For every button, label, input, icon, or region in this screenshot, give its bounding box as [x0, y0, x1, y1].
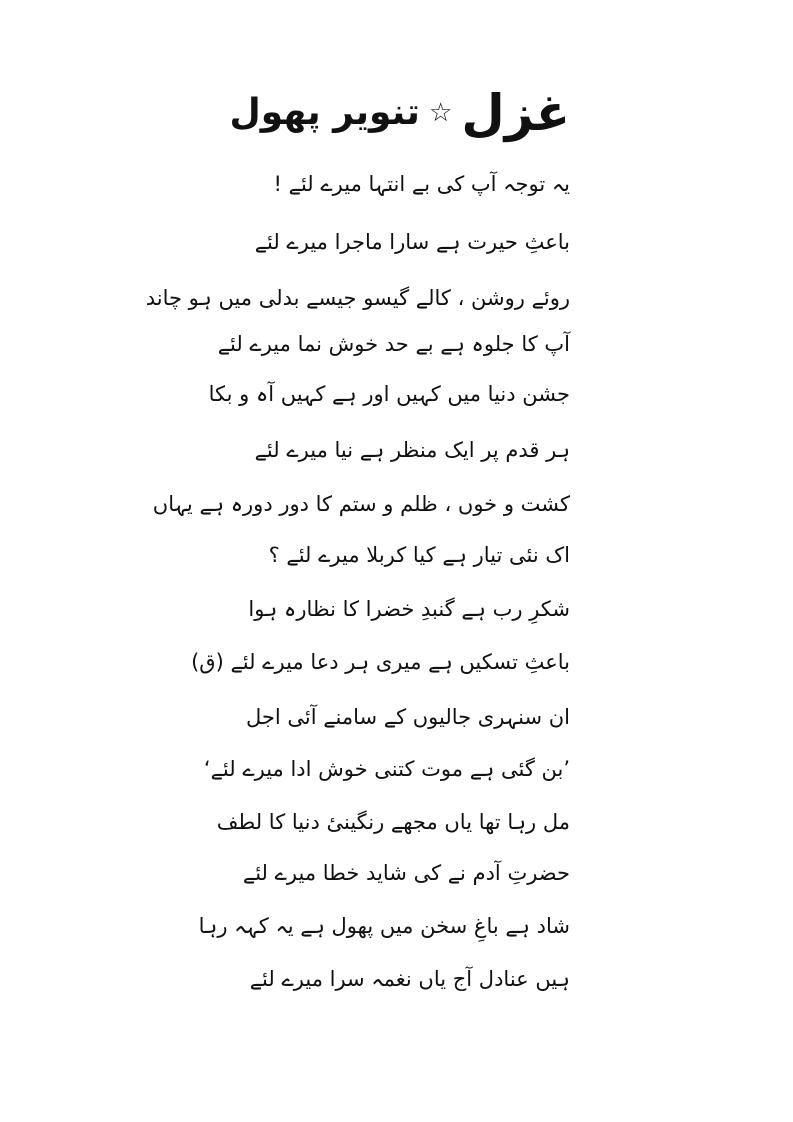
verse-line: شکرِ رب ہے گنبدِ خضرا کا نظارہ ہوا — [248, 597, 570, 621]
verse-line: ہیں عنادل آج یاں نغمہ سرا میرے لئے — [249, 967, 570, 991]
star-icon: ☆ — [428, 98, 453, 128]
ghazal-title — [229, 78, 570, 148]
verse-line: اک نئی تیار ہے کیا کربلا میرے لئے ؟ — [268, 543, 570, 567]
verse-line: مل رہا تھا یاں مجھے رنگینیٔ دنیا کا لطف — [216, 810, 570, 834]
verse-line: ہر قدم پر ایک منظر ہے نیا میرے لئے — [254, 438, 570, 462]
verse-line: جشن دنیا میں کہیں اور ہے کہیں آہ و بکا — [208, 382, 570, 406]
verse-line: آپ کا جلوہ ہے بے حد خوش نما میرے لئے — [217, 332, 570, 356]
verse-line: روئے روشن ، کالے گیسو جیسے بدلی میں ہو چاند — [145, 286, 570, 310]
verse-line: ان سنہری جالیوں کے سامنے آئی اجل — [245, 705, 570, 729]
verse-line: یہ توجہ آپ کی بے انتہا میرے لئے ! — [273, 172, 570, 196]
title-ghazal: غزل — [461, 84, 570, 142]
verse-line: باعثِ تسکیں ہے میری ہر دعا میرے لئے (ق) — [191, 650, 570, 674]
verse-line: شاد ہے باغِ سخن میں پھول ہے یہ کہہ رہا — [198, 914, 570, 938]
verse-line: ’بن گئی ہے موت کتنی خوش ادا میرے لئے‘ — [203, 757, 570, 781]
verse-line: باعثِ حیرت ہے سارا ماجرا میرے لئے — [254, 230, 570, 254]
verse-line: کشت و خوں ، ظلم و ستم کا دور دورہ ہے یہاں — [152, 492, 570, 516]
author-name: تنویر پھول — [229, 92, 420, 133]
verse-line: حضرتِ آدم نے کی شاید خطا میرے لئے — [242, 861, 570, 885]
